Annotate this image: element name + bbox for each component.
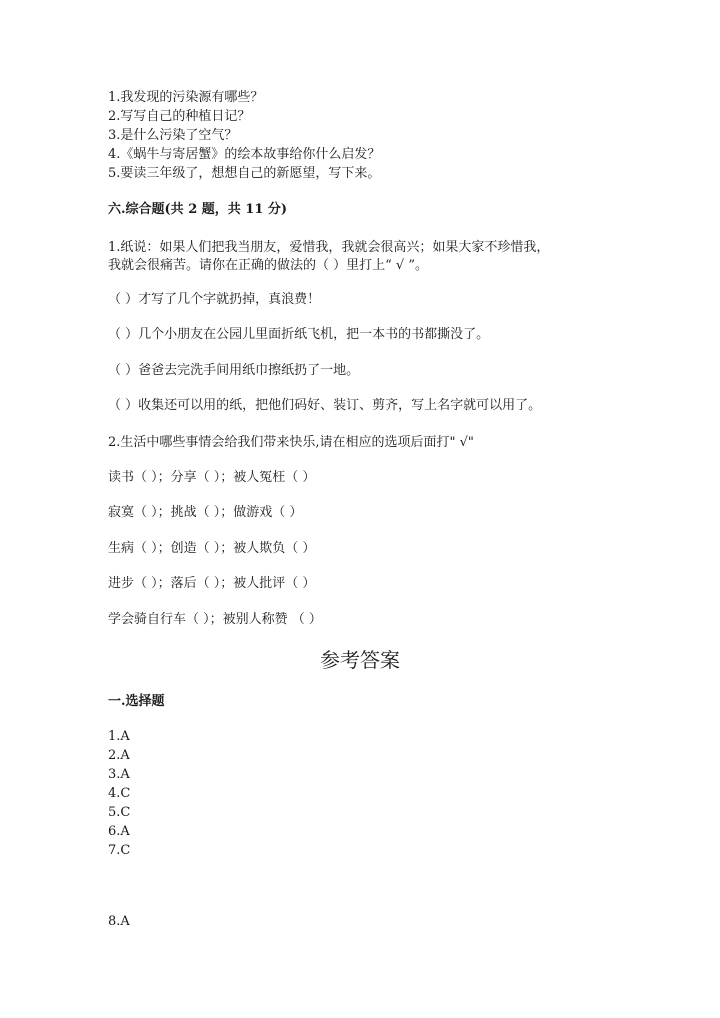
q2-row-4: 进步（ ）；落后（ ）；被人批评（ ） [108, 576, 316, 591]
answer-7: 7.C [108, 843, 131, 858]
question-3: 3.是什么污染了空气？ [108, 128, 238, 143]
answer-4: 4.C [108, 786, 131, 801]
q1-prompt-line-2: 我就会很痛苦。请你在正确的做法的（ ）里打上“ √ ”。 [108, 258, 428, 273]
question-5: 5.要读三年级了，想想自己的新愿望，写下来。 [108, 166, 381, 181]
q1-option-4: （ ）收集还可以用的纸，把他们码好、装订、剪齐，写上名字就可以用了。 [108, 398, 542, 413]
section-heading-comprehensive: 六.综合题(共 2 题，共 11 分) [108, 202, 288, 217]
answer-3: 3.A [108, 767, 130, 782]
q2-row-3: 生病（ ）；创造（ ）；被人欺负（ ） [108, 541, 316, 556]
q1-option-1: （ ）才写了几个字就扔掉，真浪费！ [108, 292, 321, 307]
q2-row-2: 寂寞（ ）；挑战（ ）；做游戏（ ） [108, 505, 303, 520]
answers-section-heading: 一.选择题 [108, 694, 165, 709]
answer-2: 2.A [108, 748, 130, 763]
q2-row-5: 学会骑自行车（ ）；被别人称赞 （ ） [108, 612, 322, 627]
question-4: 4.《蜗牛与寄居蟹》的绘本故事给你什么启发？ [108, 147, 381, 162]
q1-option-3: （ ）爸爸去完洗手间用纸巾擦纸扔了一地。 [108, 363, 360, 378]
answer-1: 1.A [108, 729, 130, 744]
answer-6: 6.A [108, 824, 130, 839]
question-2: 2.写写自己的种植日记？ [108, 109, 251, 124]
q2-prompt: 2.生活中哪些事情会给我们带来快乐,请在相应的选项后面打" √" [108, 435, 474, 450]
question-1: 1.我发现的污染源有哪些？ [108, 90, 264, 105]
q1-option-2: （ ）几个小朋友在公园儿里面折纸飞机，把一本书的书都撕没了。 [108, 327, 490, 342]
q1-prompt-line-1: 1.纸说：如果人们把我当朋友，爱惜我，我就会很高兴；如果大家不珍惜我， [108, 240, 550, 255]
answers-title: 参考答案 [320, 648, 400, 672]
q2-row-1: 读书（ ）；分享（ ）；被人冤枉（ ） [108, 470, 316, 485]
answer-8: 8.A [108, 914, 130, 929]
answer-5: 5.C [108, 805, 131, 820]
